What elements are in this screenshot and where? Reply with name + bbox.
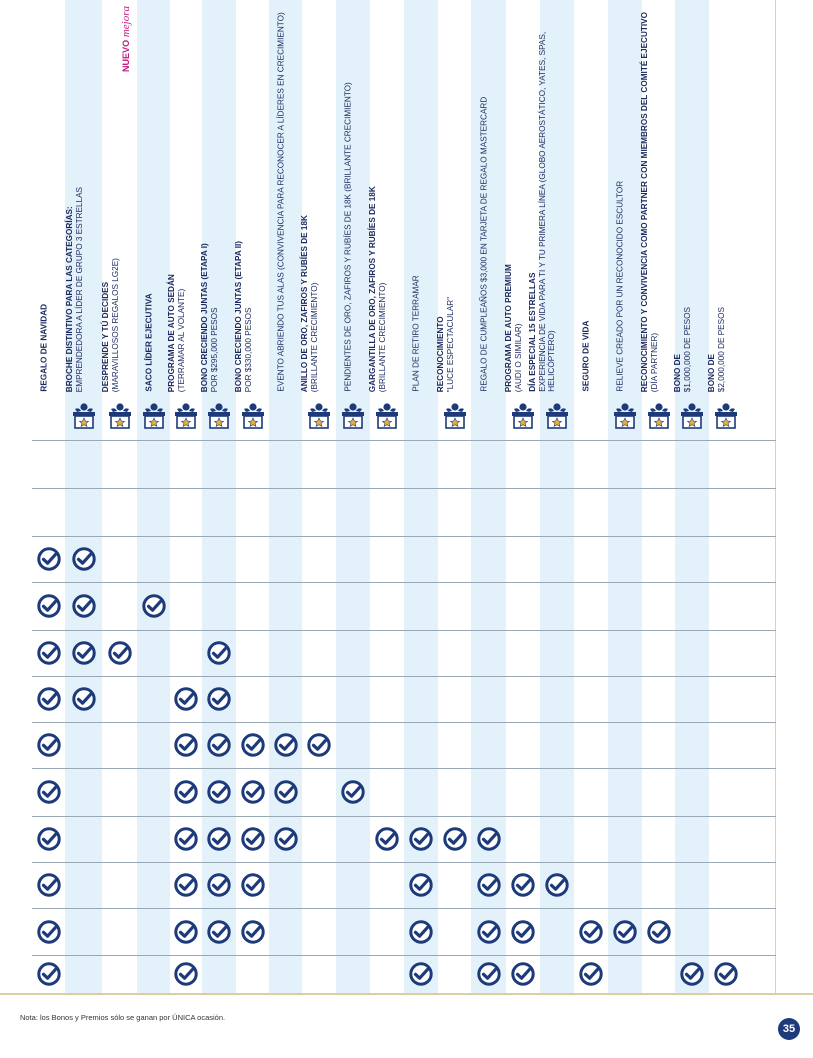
check-icon (341, 780, 365, 804)
gift-box-icon (713, 402, 739, 430)
column-label (673, 2, 692, 392)
column-label-bold: SEGURO DE VIDA (581, 321, 591, 392)
check-icon (174, 733, 198, 757)
nuevo-mejora-label (120, 6, 132, 72)
gift-box-icon (612, 402, 638, 430)
column-label (479, 2, 489, 392)
check-icon (207, 733, 231, 757)
check-icon (37, 594, 61, 618)
column-label-detail: (DÍA PARTNER) (648, 332, 658, 392)
check-icon (477, 920, 501, 944)
check-icon (72, 641, 96, 665)
check-icon (37, 780, 61, 804)
column-header (166, 0, 202, 440)
column-label-detail: (AUDI O SIMILAR) (513, 323, 523, 392)
column-label-detail: $1,000,000 DE PESOS (682, 306, 692, 392)
check-icon (142, 594, 166, 618)
check-icon (545, 873, 569, 897)
check-icon (37, 733, 61, 757)
check-icon (174, 920, 198, 944)
column-label-detail: $2,000,000 DE PESOS (716, 306, 726, 392)
column-label-bold: SACO LÍDER EJECUTIVA (143, 293, 153, 392)
check-icon (207, 920, 231, 944)
column-label-bold: BONO CRECIENDO JUNTAS (ETAPA II) (233, 240, 243, 392)
column-label-detail: PENDIENTES DE ORO, ZAFIROS Y RUBÍES DE 18K (BRILLANTE CRECIMIENTO) (343, 82, 353, 392)
row-divider (32, 908, 776, 909)
row-divider (32, 955, 776, 956)
column-label-bold: RECONOCIMIENTO (435, 316, 445, 392)
column-header (404, 0, 438, 440)
column-label-bold: DÍA ESPECIAL 15 ESTRELLAS (528, 272, 538, 392)
column-label (435, 2, 454, 392)
check-icon (443, 827, 467, 851)
gift-box-icon (646, 402, 672, 430)
gift-box-icon (206, 402, 232, 430)
column-label-detail: (TERRAMAR AL VOLANTE) (176, 288, 186, 392)
column-label-detail: (MARAVILLOSOS REGALOS LG2E) (109, 257, 119, 392)
column-15 (528, 0, 574, 993)
column-label (528, 2, 557, 392)
check-icon (477, 962, 501, 986)
column-header (336, 0, 370, 440)
check-icon (37, 827, 61, 851)
footer-divider (0, 993, 813, 995)
column-label-bold: ANILLO DE ORO, ZAFIROS Y RUBÍES DE 18K (299, 214, 309, 392)
check-icon (375, 827, 399, 851)
check-icon (108, 641, 132, 665)
check-icon (241, 827, 265, 851)
check-icon (409, 873, 433, 897)
column-header (199, 0, 236, 440)
gift-box-icon (340, 402, 366, 430)
column-3 (137, 0, 170, 993)
column-label-detail: EVENTO ABRIENDO TUS ALAS (CONVIVENCIA PARA RECONOCER A LÍDERES EN CRECIMIENTO) (275, 12, 285, 392)
gift-box-icon (374, 402, 400, 430)
gift-box-icon (442, 402, 468, 430)
check-icon (241, 920, 265, 944)
column-label-detail: "LUCE ESPECTACULAR" (444, 296, 454, 392)
column-label (707, 2, 726, 392)
column-header (367, 0, 404, 440)
column-label (144, 2, 154, 392)
column-label-bold: BROCHE DISTINTIVO PARA LAS CATEGORÍAS: (64, 206, 74, 392)
check-icon (511, 962, 535, 986)
column-label (100, 2, 119, 392)
check-icon (37, 873, 61, 897)
footnote: Nota: los Bonos y Premios sólo se ganan por ÚNICA ocasión. (20, 1013, 226, 1022)
check-icon (241, 733, 265, 757)
check-icon (579, 962, 603, 986)
gift-box-icon (306, 402, 332, 430)
check-icon (274, 733, 298, 757)
check-icon (207, 873, 231, 897)
column-label (343, 2, 353, 392)
gift-box-icon (141, 402, 167, 430)
column-header (639, 0, 675, 440)
check-icon (511, 920, 535, 944)
check-icon (241, 873, 265, 897)
check-icon (72, 687, 96, 711)
gift-box-icon (71, 402, 97, 430)
check-icon (174, 780, 198, 804)
column-label (233, 2, 252, 392)
gift-box-icon (544, 402, 570, 430)
check-icon (37, 641, 61, 665)
column-label-bold: REGALO DE NAVIDAD (38, 304, 48, 392)
check-icon (174, 687, 198, 711)
mejora-text: mejora (119, 6, 132, 40)
column-label-detail: EXPERIENCIA DE VIDA PARA TI Y TU PRIMERA LÍNEA (GLOBO AEROSTÁTICO, YATES, SPAS, HELICÓPTERO) (537, 32, 557, 392)
check-icon (37, 687, 61, 711)
gift-box-icon (240, 402, 266, 430)
row-divider (32, 630, 776, 631)
column-label-detail: PLAN DE RETIRO TERRAMAR (411, 275, 421, 392)
column-label-detail: REGALO DE CUMPLEAÑOS $3,000 EN TARJETA DE REGALO MASTERCARD (478, 97, 488, 392)
column-2 (102, 0, 137, 993)
column-label-detail: POR $295,000 PESOS (209, 307, 219, 392)
column-label-detail: POR $330,000 PESOS (242, 307, 252, 392)
gift-box-icon (510, 402, 536, 430)
column-label-detail: EMPRENDEDORA A LÍDER DE GRUPO 3 ESTRELLAS (73, 186, 83, 392)
column-header (233, 0, 269, 440)
column-label-bold: PROGRAMA DE AUTO SEDÁN (166, 274, 176, 392)
check-icon (72, 594, 96, 618)
check-icon (477, 827, 501, 851)
row-divider (32, 862, 776, 863)
column-16 (574, 0, 608, 993)
check-icon (511, 873, 535, 897)
column-label (581, 2, 591, 392)
row-divider (32, 440, 776, 441)
column-label (504, 2, 523, 392)
check-icon (207, 641, 231, 665)
column-label-detail: (BRILLANTE CRECIMIENTO) (309, 282, 319, 392)
column-1 (65, 0, 102, 993)
row-divider (32, 488, 776, 489)
check-icon (274, 780, 298, 804)
column-header (706, 0, 743, 440)
check-icon (207, 827, 231, 851)
check-icon (274, 827, 298, 851)
column-label-bold: GARGANTILLA DE ORO, ZAFIROS Y RUBÍES DE 18K (367, 186, 377, 392)
column-header (65, 0, 102, 440)
column-header (528, 0, 574, 440)
row-divider (32, 722, 776, 723)
column-label-bold: BONO CRECIENDO JUNTAS (ETAPA I) (199, 243, 209, 392)
table-right-edge (775, 0, 776, 993)
column-header (32, 0, 65, 440)
check-icon (409, 827, 433, 851)
column-label-bold: BONO DE (672, 353, 682, 392)
column-label (276, 2, 286, 392)
column-label-detail: RELIEVE CREADO POR UN RECONOCIDO ESCULTOR (615, 181, 625, 392)
column-19 (672, 0, 709, 993)
column-label (411, 2, 421, 392)
row-divider (32, 676, 776, 677)
check-icon (72, 547, 96, 571)
column-label (300, 2, 319, 392)
column-20 (706, 0, 743, 993)
check-icon (409, 920, 433, 944)
column-label (200, 2, 219, 392)
column-label-bold: DESPRENDE Y TÚ DECIDES (100, 281, 110, 392)
column-17 (608, 0, 642, 993)
column-header (269, 0, 302, 440)
column-label-bold: RECONOCIMIENTO Y CONVIVENCIA COMO PARTNER CON MIEMBROS DEL COMITÉ EJECUTIVO (639, 11, 649, 392)
column-label (368, 2, 387, 392)
check-icon (477, 873, 501, 897)
column-9 (336, 0, 370, 993)
column-8 (299, 0, 336, 993)
check-icon (680, 962, 704, 986)
check-icon (307, 733, 331, 757)
column-header (471, 0, 506, 440)
row-divider (32, 582, 776, 583)
check-icon (714, 962, 738, 986)
column-label (615, 2, 625, 392)
check-icon (579, 920, 603, 944)
page-number: 35 (778, 1018, 800, 1040)
column-header (574, 0, 608, 440)
check-icon (613, 920, 637, 944)
check-icon (647, 920, 671, 944)
check-icon (207, 687, 231, 711)
check-icon (37, 547, 61, 571)
gift-box-icon (173, 402, 199, 430)
gift-box-icon (107, 402, 133, 430)
column-label-detail: (BRILLANTE CRECIMIENTO) (377, 282, 387, 392)
check-icon (174, 827, 198, 851)
gift-box-icon (679, 402, 705, 430)
check-icon (174, 873, 198, 897)
row-divider (32, 768, 776, 769)
check-icon (241, 780, 265, 804)
column-label (64, 2, 83, 392)
check-icon (207, 780, 231, 804)
column-label (639, 2, 658, 392)
nuevo-text: NUEVO (120, 39, 131, 72)
column-18 (639, 0, 675, 993)
check-icon (37, 962, 61, 986)
column-label (39, 2, 49, 392)
column-header (102, 0, 137, 440)
column-header (435, 0, 471, 440)
row-divider (32, 816, 776, 817)
check-icon (37, 920, 61, 944)
column-label (167, 2, 186, 392)
column-label-bold: BONO DE (706, 353, 716, 392)
column-header (672, 0, 709, 440)
column-header (299, 0, 336, 440)
column-header (608, 0, 642, 440)
row-divider (32, 536, 776, 537)
check-icon (174, 962, 198, 986)
column-header (137, 0, 170, 440)
check-icon (409, 962, 433, 986)
column-label-bold: PROGRAMA DE AUTO PREMIUM (503, 264, 513, 392)
